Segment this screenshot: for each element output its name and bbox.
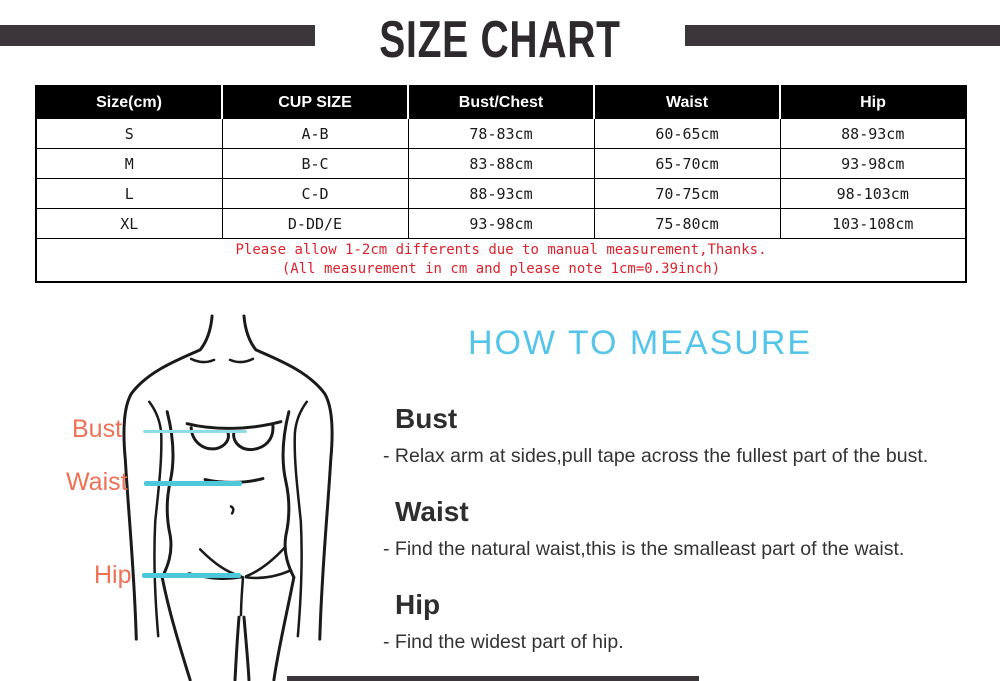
cell-bust: 78-83cm: [408, 119, 594, 149]
title-bar-right: [685, 25, 1000, 46]
bust-figure-label: Bust: [72, 415, 123, 443]
hip-instruction-text: - Find the widest part of hip.: [383, 631, 624, 653]
cell-bust: 93-98cm: [408, 209, 594, 239]
cell-cup: B-C: [222, 149, 408, 179]
hip-instruction-heading: Hip: [395, 589, 441, 620]
cell-size: L: [36, 179, 222, 209]
cell-bust: 88-93cm: [408, 179, 594, 209]
body-outline-figure: [115, 312, 365, 681]
col-header-bust: Bust/Chest: [408, 86, 594, 119]
col-header-cup: CUP SIZE: [222, 86, 408, 119]
waist-instruction-heading: Waist: [395, 496, 469, 527]
cell-waist: 70-75cm: [594, 179, 780, 209]
bust-instruction-block: [383, 403, 983, 468]
cell-hip: 93-98cm: [780, 149, 966, 179]
waist-instruction-text: - Find the natural waist,this is the smalleast part of the waist.: [383, 538, 905, 560]
note-line-2: (All measurement in cm and please note 1cm=0.39inch): [281, 261, 721, 277]
size-table: [35, 85, 967, 283]
cell-size: M: [36, 149, 222, 179]
table-row-l: [36, 179, 966, 209]
waist-figure-label: Waist: [66, 468, 128, 496]
bust-instruction-heading: Bust: [395, 403, 458, 434]
cell-waist: 60-65cm: [594, 119, 780, 149]
page-title: SIZE CHART: [379, 11, 621, 69]
hip-instruction-block: [383, 589, 983, 654]
bust-measure-line: [143, 430, 247, 433]
table-row-m: [36, 149, 966, 179]
note-line-1: Please allow 1-2cm differents due to manual measurement,Thanks.: [235, 242, 767, 258]
bust-instruction-text: - Relax arm at sides,pull tape across the fullest part of the bust.: [383, 445, 929, 467]
hip-measure-line: [142, 573, 241, 578]
cell-cup: D-DD/E: [222, 209, 408, 239]
table-row-xl: [36, 209, 966, 239]
cell-waist: 65-70cm: [594, 149, 780, 179]
cell-cup: C-D: [222, 179, 408, 209]
cell-hip: 88-93cm: [780, 119, 966, 149]
cell-cup: A-B: [222, 119, 408, 149]
table-header-row: [36, 86, 966, 119]
cell-bust: 83-88cm: [408, 149, 594, 179]
how-to-measure-heading: HOW TO MEASURE: [467, 324, 813, 362]
bottom-bar: [287, 676, 699, 681]
col-header-hip: Hip: [780, 86, 966, 119]
cell-size: S: [36, 119, 222, 149]
waist-instruction-block: [383, 496, 983, 561]
table-row-s: [36, 119, 966, 149]
hip-figure-label: Hip: [94, 561, 132, 589]
measurement-note: [36, 239, 966, 283]
cell-size: XL: [36, 209, 222, 239]
cell-hip: 98-103cm: [780, 179, 966, 209]
col-header-waist: Waist: [594, 86, 780, 119]
waist-measure-line: [144, 481, 242, 486]
col-header-size: Size(cm): [36, 86, 222, 119]
table-note-row: [36, 239, 966, 283]
cell-waist: 75-80cm: [594, 209, 780, 239]
cell-hip: 103-108cm: [780, 209, 966, 239]
